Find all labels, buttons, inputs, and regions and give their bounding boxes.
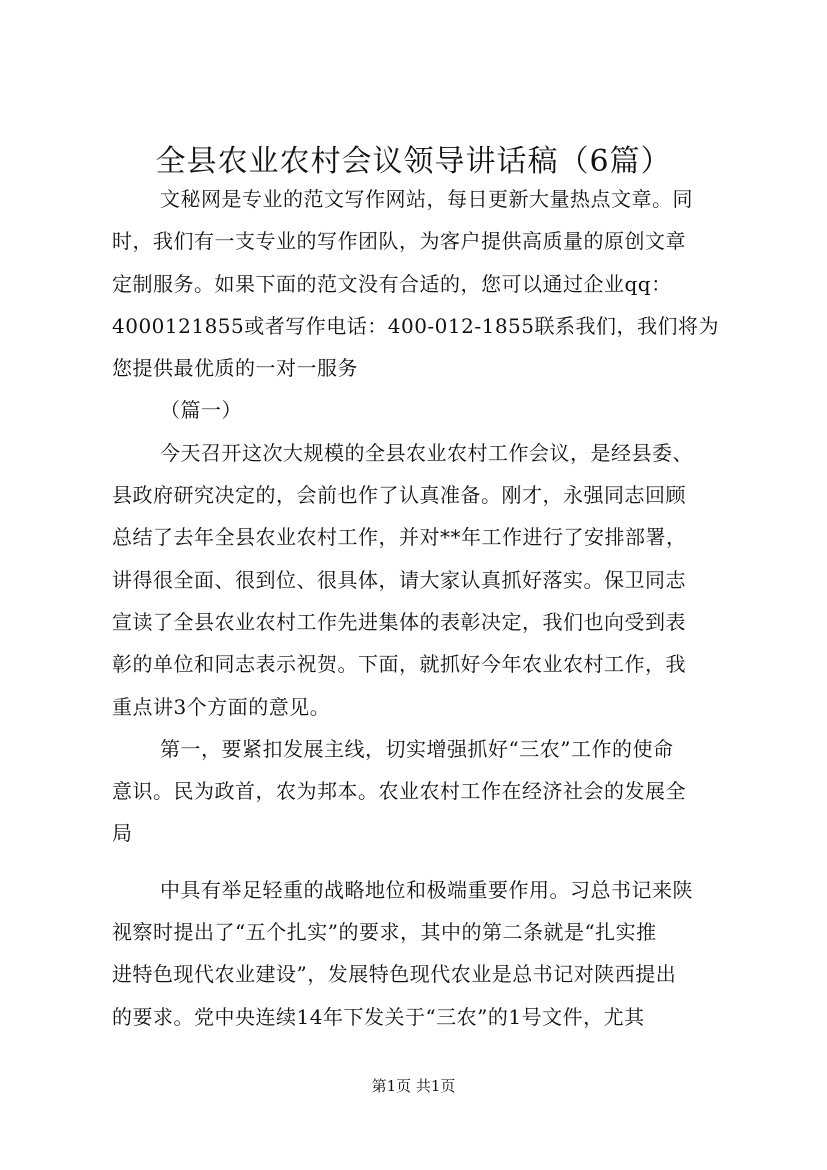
paragraph-2 (112, 728, 720, 855)
paragraph-line: 重点讲3个方面的意见。 (112, 694, 331, 719)
paragraph-line: 讲得很全面、很到位、很具体，请大家认真抓好落实。保卫同志 (112, 567, 686, 592)
paragraph-line: 视察时提出了“五个扎实”的要求，其中的第二条就是“扎实推 (112, 920, 657, 945)
paragraph-line: 进特色现代农业建设”，发展特色现代农业是总书记对陕西提出 (112, 962, 677, 987)
intro-paragraph (112, 178, 720, 389)
document-title: 全县农业农村会议领导讲话稿（6篇） (155, 144, 672, 179)
intro-line: 时，我们有一支专业的写作团队，为客户提供高质量的原创文章 (112, 229, 686, 254)
page-footer: 第1页 共1页 (371, 1077, 456, 1095)
section-label: （篇一） (160, 398, 242, 423)
paragraph-line: 第一，要紧扣发展主线，切实增强抓好“三农”工作的使命 (160, 736, 674, 761)
paragraph-line: 中具有举足轻重的战略地位和极端重要作用。习总书记来陕 (160, 877, 693, 902)
paragraph-line: 今天召开这次大规模的全县农业农村工作会议，是经县委、 (160, 440, 693, 465)
paragraph-line: 的要求。党中央连续14年下发关于“三农”的1号文件，尤其 (112, 1004, 645, 1029)
intro-line: 您提供最优质的一对一服务 (112, 356, 358, 381)
document-body (112, 178, 720, 1038)
paragraph-3 (112, 869, 720, 1038)
paragraph-line: 意识。民为政首，农为邦本。农业农村工作在经济社会的发展全 (112, 779, 686, 804)
intro-line: 4000121855或者写作电话：400-012-1855联系我们，我们将为 (112, 313, 720, 338)
paragraph-1 (112, 432, 720, 728)
paragraph-line: 彰的单位和同志表示祝贺。下面，就抓好今年农业农村工作，我 (112, 652, 686, 677)
page-break-gap (112, 855, 720, 869)
paragraph-line: 局 (112, 821, 133, 846)
intro-line: 文秘网是专业的范文写作网站，每日更新大量热点文章。同 (160, 187, 693, 211)
paragraph-line: 总结了去年全县农业农村工作，并对**年工作进行了安排部署， (112, 525, 687, 550)
paragraph-line: 宣读了全县农业农村工作先进集体的表彰决定，我们也向受到表 (112, 609, 686, 634)
intro-line: 定制服务。如果下面的范文没有合适的，您可以通过企业qq： (112, 271, 672, 296)
paragraph-line: 县政府研究决定的，会前也作了认真准备。刚才，永强同志回顾 (112, 483, 686, 508)
